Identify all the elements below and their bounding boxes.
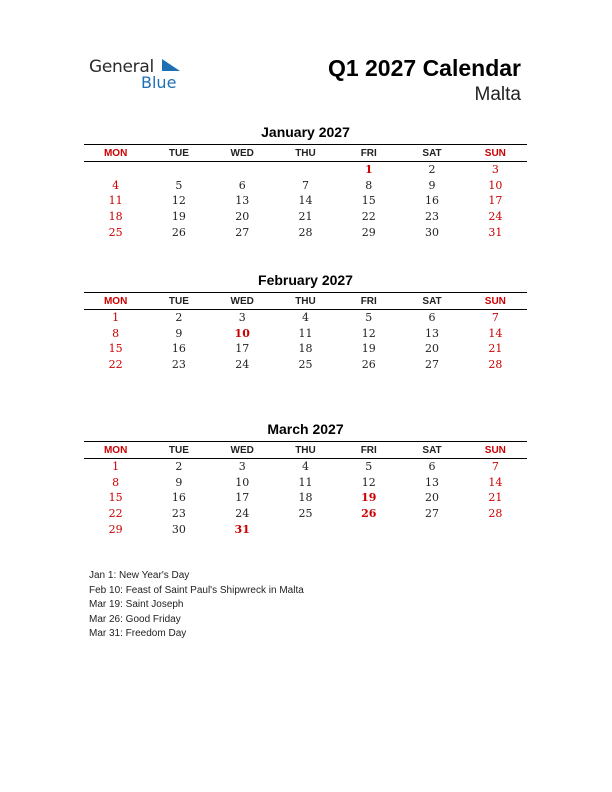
- day-cell: 8: [112, 326, 120, 340]
- holiday-list: [89, 569, 304, 642]
- day-cell: 4: [301, 460, 309, 474]
- weekday-header: SUN: [464, 293, 527, 310]
- day-cell: 17: [488, 194, 503, 208]
- day-cell: 6: [428, 460, 436, 474]
- day-cell: 14: [298, 194, 313, 208]
- week-row: [84, 475, 527, 491]
- day-cell: 10: [234, 326, 250, 340]
- holiday-item: Feb 10: Feast of Saint Paul's Shipwreck in Malta: [89, 584, 304, 596]
- day-cell: 1: [112, 460, 120, 474]
- weekday-header: MON: [84, 293, 147, 310]
- logo-triangle-icon: [160, 58, 182, 72]
- week-row: [84, 521, 527, 537]
- calendar-grid: [84, 292, 527, 372]
- day-cell: [211, 162, 274, 178]
- day-cell: [337, 521, 400, 537]
- day-cell: 8: [365, 178, 373, 192]
- day-cell: 7: [301, 178, 309, 192]
- day-cell: 28: [488, 358, 503, 372]
- day-cell: 14: [488, 475, 503, 489]
- day-cell: 24: [235, 507, 250, 521]
- day-cell: 3: [491, 163, 499, 177]
- day-cell: 27: [425, 507, 440, 521]
- week-row: [84, 506, 527, 522]
- day-cell: 20: [235, 210, 250, 224]
- day-cell: 15: [108, 491, 123, 505]
- day-cell: 16: [171, 491, 186, 505]
- day-cell: 20: [425, 491, 440, 505]
- day-cell: 26: [361, 358, 376, 372]
- logo-word-blue: Blue: [141, 73, 177, 92]
- weekday-header: TUE: [147, 293, 210, 310]
- week-row: [84, 178, 527, 194]
- day-cell: 20: [425, 342, 440, 356]
- day-cell: 19: [361, 342, 376, 356]
- weekday-header: THU: [274, 293, 337, 310]
- day-cell: 27: [425, 358, 440, 372]
- day-cell: 30: [425, 225, 440, 239]
- day-cell: 13: [235, 194, 250, 208]
- month-january: [84, 124, 527, 240]
- day-cell: 2: [428, 163, 436, 177]
- day-cell: 15: [361, 194, 376, 208]
- weekday-header: THU: [274, 442, 337, 459]
- day-cell: 29: [361, 225, 376, 239]
- day-cell: 24: [488, 210, 503, 224]
- week-row: [84, 357, 527, 373]
- day-cell: 8: [112, 475, 120, 489]
- week-row: [84, 209, 527, 225]
- day-cell: 21: [488, 491, 503, 505]
- day-cell: 10: [488, 178, 503, 192]
- day-cell: 17: [235, 342, 250, 356]
- day-cell: 12: [361, 326, 376, 340]
- day-cell: 2: [175, 460, 183, 474]
- day-cell: 13: [425, 326, 440, 340]
- weekday-header: TUE: [147, 442, 210, 459]
- weekday-header: MON: [84, 442, 147, 459]
- day-cell: 23: [425, 210, 440, 224]
- week-row: [84, 310, 527, 326]
- day-cell: 25: [298, 358, 313, 372]
- day-cell: 10: [235, 475, 250, 489]
- day-cell: [274, 521, 337, 537]
- day-cell: 30: [171, 522, 186, 536]
- holiday-item: Jan 1: New Year's Day: [89, 570, 190, 581]
- day-cell: 24: [235, 358, 250, 372]
- day-cell: 23: [171, 507, 186, 521]
- day-cell: 7: [491, 460, 499, 474]
- day-cell: 26: [361, 507, 377, 521]
- day-cell: 22: [361, 210, 376, 224]
- week-row: [84, 341, 527, 357]
- month-title: March 2027: [267, 421, 344, 437]
- day-cell: 25: [298, 507, 313, 521]
- page-title: Q1 2027 Calendar: [327, 55, 521, 81]
- day-cell: 17: [235, 491, 250, 505]
- day-cell: 18: [108, 210, 123, 224]
- weekday-header: SAT: [400, 442, 463, 459]
- day-cell: 31: [234, 522, 250, 536]
- week-row: [84, 459, 527, 475]
- day-cell: 4: [301, 311, 309, 325]
- day-cell: [84, 162, 147, 178]
- weekday-header: SAT: [400, 145, 463, 162]
- day-cell: [464, 521, 527, 537]
- month-march: [84, 421, 527, 537]
- day-cell: 25: [108, 225, 123, 239]
- country-name: Malta: [474, 84, 521, 105]
- day-cell: 16: [425, 194, 440, 208]
- day-cell: 3: [238, 311, 246, 325]
- day-cell: 29: [108, 522, 123, 536]
- day-cell: 22: [108, 358, 123, 372]
- day-cell: 28: [488, 507, 503, 521]
- holiday-item: Mar 19: Saint Joseph: [89, 599, 184, 611]
- day-cell: 12: [361, 475, 376, 489]
- day-cell: 9: [175, 326, 183, 340]
- weekday-header: FRI: [337, 442, 400, 459]
- day-cell: 4: [112, 178, 120, 192]
- day-cell: 5: [365, 460, 373, 474]
- day-cell: 18: [298, 342, 313, 356]
- day-cell: 5: [365, 311, 373, 325]
- day-cell: 9: [428, 178, 436, 192]
- weekday-header: FRI: [337, 293, 400, 310]
- day-cell: 14: [488, 326, 503, 340]
- week-row: [84, 490, 527, 506]
- week-row: [84, 224, 527, 240]
- day-cell: 21: [488, 342, 503, 356]
- day-cell: 21: [298, 210, 313, 224]
- logo-word-general: General: [89, 57, 154, 77]
- day-cell: 1: [364, 163, 373, 177]
- calendar-grid: [84, 144, 527, 240]
- day-cell: 16: [171, 342, 186, 356]
- month-title: February 2027: [258, 272, 353, 288]
- day-cell: 27: [235, 225, 250, 239]
- week-row: [84, 326, 527, 342]
- day-cell: 19: [361, 491, 377, 505]
- day-cell: 2: [175, 311, 183, 325]
- weekday-header: MON: [84, 145, 147, 162]
- month-february: [84, 272, 527, 372]
- week-row: [84, 193, 527, 209]
- holiday-item: Mar 26: Good Friday: [89, 613, 181, 625]
- weekday-header: SUN: [464, 145, 527, 162]
- day-cell: 18: [298, 491, 313, 505]
- weekday-header: WED: [211, 442, 274, 459]
- day-cell: 9: [175, 475, 183, 489]
- day-cell: 1: [112, 311, 120, 325]
- day-cell: 26: [171, 225, 186, 239]
- month-title: January 2027: [261, 124, 350, 140]
- weekday-header: SAT: [400, 293, 463, 310]
- day-cell: 23: [171, 358, 186, 372]
- calendar-grid: [84, 441, 527, 537]
- weekday-header: THU: [274, 145, 337, 162]
- generalblue-logo: [89, 57, 189, 93]
- day-cell: 13: [425, 475, 440, 489]
- day-cell: [147, 162, 210, 178]
- day-cell: 6: [238, 178, 246, 192]
- day-cell: 22: [108, 507, 123, 521]
- day-cell: 15: [108, 342, 123, 356]
- day-cell: 19: [171, 210, 186, 224]
- day-cell: 11: [298, 475, 313, 489]
- weekday-header: WED: [211, 145, 274, 162]
- day-cell: 5: [175, 178, 183, 192]
- week-row: [84, 162, 527, 178]
- day-cell: 11: [108, 194, 123, 208]
- weekday-header: WED: [211, 293, 274, 310]
- weekday-header: FRI: [337, 145, 400, 162]
- holiday-item: Mar 31: Freedom Day: [89, 628, 187, 640]
- day-cell: 3: [238, 460, 246, 474]
- day-cell: 28: [298, 225, 313, 239]
- weekday-header: TUE: [147, 145, 210, 162]
- day-cell: [274, 162, 337, 178]
- weekday-header: SUN: [464, 442, 527, 459]
- day-cell: [400, 521, 463, 537]
- day-cell: 31: [488, 225, 503, 239]
- day-cell: 11: [298, 326, 313, 340]
- day-cell: 6: [428, 311, 436, 325]
- day-cell: 12: [171, 194, 186, 208]
- day-cell: 7: [491, 311, 499, 325]
